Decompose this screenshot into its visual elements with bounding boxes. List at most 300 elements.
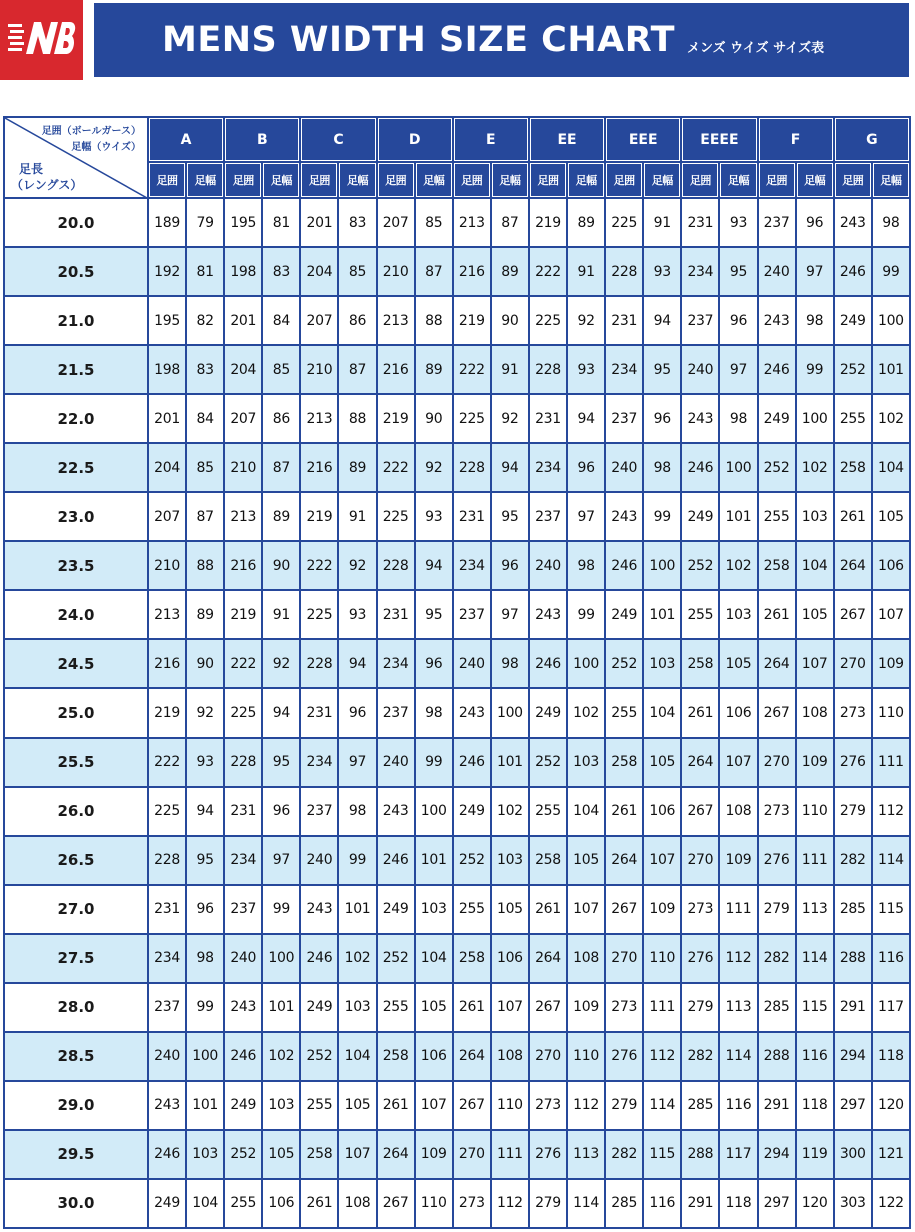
width-value-cell: 103: [644, 640, 680, 687]
width-value-cell: 111: [492, 1131, 528, 1178]
width-value-cell: 104: [644, 689, 680, 736]
width-value-cell: 91: [644, 199, 680, 246]
girth-value-cell: 255: [378, 984, 414, 1031]
width-value-cell: 99: [644, 493, 680, 540]
width-value-cell: 97: [797, 248, 833, 295]
width-value-cell: 110: [568, 1033, 604, 1080]
width-value-cell: 98: [187, 935, 223, 982]
width-value-cell: 86: [339, 297, 375, 344]
girth-value-cell: 192: [149, 248, 185, 295]
width-value-cell: 105: [492, 886, 528, 933]
width-value-cell: 99: [568, 591, 604, 638]
width-value-cell: 110: [416, 1180, 452, 1227]
girth-value-cell: 246: [759, 346, 795, 393]
girth-value-cell: 243: [225, 984, 261, 1031]
girth-value-cell: 240: [606, 444, 642, 491]
girth-value-cell: 246: [530, 640, 566, 687]
girth-value-cell: 207: [378, 199, 414, 246]
girth-value-cell: 234: [301, 739, 337, 786]
width-value-cell: 100: [568, 640, 604, 687]
girth-value-cell: 234: [606, 346, 642, 393]
width-value-cell: 97: [263, 837, 299, 884]
girth-value-cell: 237: [454, 591, 490, 638]
girth-value-cell: 252: [454, 837, 490, 884]
girth-value-cell: 249: [682, 493, 718, 540]
width-value-cell: 104: [873, 444, 909, 491]
girth-value-cell: 288: [682, 1131, 718, 1178]
table-row: [5, 444, 909, 491]
table-row: [5, 493, 909, 540]
girth-value-cell: 258: [530, 837, 566, 884]
width-value-cell: 107: [797, 640, 833, 687]
girth-value-cell: 285: [682, 1082, 718, 1129]
width-value-cell: 97: [339, 739, 375, 786]
girth-value-cell: 249: [759, 395, 795, 442]
width-value-cell: 109: [568, 984, 604, 1031]
width-value-cell: 106: [873, 542, 909, 589]
girth-value-cell: 237: [225, 886, 261, 933]
girth-value-cell: 261: [835, 493, 871, 540]
table-corner-header: [5, 118, 147, 197]
girth-value-cell: 255: [835, 395, 871, 442]
girth-value-cell: 267: [759, 689, 795, 736]
girth-value-cell: 252: [530, 739, 566, 786]
girth-value-cell: 249: [149, 1180, 185, 1227]
width-value-cell: 104: [568, 788, 604, 835]
girth-value-cell: 237: [759, 199, 795, 246]
girth-value-cell: 297: [835, 1082, 871, 1129]
width-value-cell: 93: [416, 493, 452, 540]
girth-value-cell: 276: [835, 739, 871, 786]
girth-value-cell: 213: [378, 297, 414, 344]
girth-value-cell: 255: [225, 1180, 261, 1227]
width-value-cell: 106: [263, 1180, 299, 1227]
girth-value-cell: 246: [301, 935, 337, 982]
width-value-cell: 102: [873, 395, 909, 442]
width-value-cell: 102: [263, 1033, 299, 1080]
width-value-cell: 112: [873, 788, 909, 835]
width-value-cell: 112: [720, 935, 756, 982]
width-value-cell: 95: [416, 591, 452, 638]
width-value-cell: 106: [416, 1033, 452, 1080]
width-value-cell: 115: [873, 886, 909, 933]
table-row: [5, 542, 909, 589]
header: [0, 0, 915, 80]
girth-value-cell: 213: [301, 395, 337, 442]
width-value-cell: 94: [644, 297, 680, 344]
girth-value-cell: 216: [301, 444, 337, 491]
width-value-cell: 87: [339, 346, 375, 393]
girth-value-cell: 225: [530, 297, 566, 344]
width-value-cell: 104: [187, 1180, 223, 1227]
width-value-cell: 100: [187, 1033, 223, 1080]
girth-value-cell: 228: [606, 248, 642, 295]
width-value-cell: 92: [187, 689, 223, 736]
girth-value-cell: 243: [378, 788, 414, 835]
girth-value-cell: 204: [301, 248, 337, 295]
girth-value-cell: 273: [759, 788, 795, 835]
girth-value-cell: 216: [454, 248, 490, 295]
girth-value-cell: 234: [378, 640, 414, 687]
girth-value-cell: 267: [530, 984, 566, 1031]
width-value-cell: 100: [492, 689, 528, 736]
width-value-cell: 90: [263, 542, 299, 589]
width-value-cell: 110: [492, 1082, 528, 1129]
foot-length-cell: 26.0: [5, 788, 147, 835]
girth-value-cell: 270: [606, 935, 642, 982]
girth-value-cell: 207: [149, 493, 185, 540]
width-value-cell: 99: [797, 346, 833, 393]
foot-length-cell: 21.5: [5, 346, 147, 393]
width-value-cell: 105: [644, 739, 680, 786]
foot-length-cell: 23.5: [5, 542, 147, 589]
girth-value-cell: 258: [301, 1131, 337, 1178]
girth-value-cell: 255: [530, 788, 566, 835]
width-value-cell: 99: [416, 739, 452, 786]
foot-length-cell: 30.0: [5, 1180, 147, 1227]
girth-value-cell: 222: [530, 248, 566, 295]
width-value-cell: 97: [492, 591, 528, 638]
girth-value-cell: 222: [454, 346, 490, 393]
girth-value-cell: 249: [225, 1082, 261, 1129]
brand-logo: [0, 0, 83, 80]
girth-subheader: 足囲: [759, 163, 795, 197]
width-value-cell: 95: [263, 739, 299, 786]
width-value-cell: 103: [568, 739, 604, 786]
girth-value-cell: 264: [606, 837, 642, 884]
width-value-cell: 98: [873, 199, 909, 246]
width-value-cell: 81: [263, 199, 299, 246]
girth-value-cell: 279: [530, 1180, 566, 1227]
width-value-cell: 112: [568, 1082, 604, 1129]
girth-value-cell: 234: [530, 444, 566, 491]
girth-value-cell: 225: [149, 788, 185, 835]
table-row: [5, 248, 909, 295]
girth-value-cell: 249: [378, 886, 414, 933]
width-value-cell: 88: [187, 542, 223, 589]
girth-value-cell: 225: [301, 591, 337, 638]
width-value-cell: 103: [492, 837, 528, 884]
girth-value-cell: 270: [530, 1033, 566, 1080]
table-row: [5, 689, 909, 736]
table-row: [5, 591, 909, 638]
width-value-cell: 99: [873, 248, 909, 295]
girth-value-cell: 231: [378, 591, 414, 638]
girth-value-cell: 255: [301, 1082, 337, 1129]
width-value-cell: 102: [339, 935, 375, 982]
girth-value-cell: 261: [454, 984, 490, 1031]
foot-length-cell: 25.5: [5, 739, 147, 786]
width-value-cell: 101: [339, 886, 375, 933]
width-value-cell: 96: [416, 640, 452, 687]
width-value-cell: 92: [568, 297, 604, 344]
width-value-cell: 107: [644, 837, 680, 884]
girth-value-cell: 240: [682, 346, 718, 393]
girth-value-cell: 240: [225, 935, 261, 982]
width-value-cell: 87: [187, 493, 223, 540]
width-value-cell: 83: [263, 248, 299, 295]
girth-value-cell: 231: [454, 493, 490, 540]
table-row: [5, 837, 909, 884]
girth-value-cell: 228: [225, 739, 261, 786]
girth-value-cell: 264: [530, 935, 566, 982]
width-value-cell: 115: [644, 1131, 680, 1178]
nb-logo-icon: [8, 18, 76, 62]
width-value-cell: 100: [416, 788, 452, 835]
girth-value-cell: 243: [454, 689, 490, 736]
width-value-cell: 104: [797, 542, 833, 589]
width-value-cell: 109: [720, 837, 756, 884]
girth-value-cell: 219: [225, 591, 261, 638]
girth-value-cell: 231: [225, 788, 261, 835]
girth-value-cell: 246: [454, 739, 490, 786]
girth-value-cell: 210: [225, 444, 261, 491]
size-table: [3, 116, 911, 1229]
width-value-cell: 120: [873, 1082, 909, 1129]
girth-value-cell: 282: [759, 935, 795, 982]
girth-value-cell: 246: [149, 1131, 185, 1178]
foot-length-cell: 22.5: [5, 444, 147, 491]
girth-value-cell: 216: [149, 640, 185, 687]
width-value-cell: 103: [187, 1131, 223, 1178]
girth-value-cell: 216: [378, 346, 414, 393]
width-header: C: [301, 118, 375, 161]
girth-value-cell: 291: [835, 984, 871, 1031]
table-row: [5, 1033, 909, 1080]
girth-value-cell: 249: [835, 297, 871, 344]
width-header: B: [225, 118, 299, 161]
width-value-cell: 107: [492, 984, 528, 1031]
girth-value-cell: 207: [301, 297, 337, 344]
table-row: [5, 297, 909, 344]
width-value-cell: 87: [492, 199, 528, 246]
girth-value-cell: 258: [682, 640, 718, 687]
width-value-cell: 109: [797, 739, 833, 786]
width-subheader: 足幅: [187, 163, 223, 197]
girth-value-cell: 273: [835, 689, 871, 736]
width-value-cell: 96: [339, 689, 375, 736]
width-value-cell: 91: [568, 248, 604, 295]
width-value-cell: 114: [568, 1180, 604, 1227]
width-subheader: 足幅: [568, 163, 604, 197]
girth-value-cell: 255: [454, 886, 490, 933]
foot-length-cell: 24.5: [5, 640, 147, 687]
girth-value-cell: 198: [225, 248, 261, 295]
width-value-cell: 85: [339, 248, 375, 295]
girth-value-cell: 237: [682, 297, 718, 344]
girth-value-cell: 225: [225, 689, 261, 736]
width-value-cell: 98: [416, 689, 452, 736]
girth-value-cell: 243: [606, 493, 642, 540]
girth-value-cell: 216: [225, 542, 261, 589]
width-header: EE: [530, 118, 604, 161]
girth-value-cell: 258: [378, 1033, 414, 1080]
girth-value-cell: 222: [378, 444, 414, 491]
width-value-cell: 110: [797, 788, 833, 835]
width-value-cell: 106: [492, 935, 528, 982]
girth-value-cell: 288: [835, 935, 871, 982]
girth-value-cell: 270: [759, 739, 795, 786]
width-value-cell: 91: [263, 591, 299, 638]
width-value-cell: 93: [720, 199, 756, 246]
width-value-cell: 93: [187, 739, 223, 786]
girth-value-cell: 261: [682, 689, 718, 736]
girth-value-cell: 201: [225, 297, 261, 344]
width-value-cell: 101: [492, 739, 528, 786]
foot-length-cell: 29.0: [5, 1082, 147, 1129]
width-value-cell: 111: [720, 886, 756, 933]
width-value-cell: 102: [568, 689, 604, 736]
width-value-cell: 90: [492, 297, 528, 344]
table-row: [5, 739, 909, 786]
girth-value-cell: 231: [530, 395, 566, 442]
width-value-cell: 88: [416, 297, 452, 344]
width-value-cell: 98: [644, 444, 680, 491]
girth-value-cell: 222: [149, 739, 185, 786]
girth-value-cell: 282: [606, 1131, 642, 1178]
width-subheader: 足幅: [644, 163, 680, 197]
width-header: EEE: [606, 118, 680, 161]
width-value-cell: 83: [187, 346, 223, 393]
girth-value-cell: 204: [149, 444, 185, 491]
girth-value-cell: 243: [149, 1082, 185, 1129]
foot-length-cell: 20.5: [5, 248, 147, 295]
girth-value-cell: 240: [530, 542, 566, 589]
width-value-cell: 92: [263, 640, 299, 687]
width-value-cell: 89: [263, 493, 299, 540]
foot-length-cell: 27.0: [5, 886, 147, 933]
corner-label-width: 足幅（ウイズ）: [71, 142, 141, 153]
width-value-cell: 116: [873, 935, 909, 982]
table-row: [5, 346, 909, 393]
width-value-cell: 79: [187, 199, 223, 246]
table-row: [5, 1082, 909, 1129]
width-value-cell: 100: [644, 542, 680, 589]
width-value-cell: 90: [187, 640, 223, 687]
table-row: [5, 1131, 909, 1178]
width-value-cell: 99: [263, 886, 299, 933]
girth-value-cell: 261: [378, 1082, 414, 1129]
girth-value-cell: 201: [149, 395, 185, 442]
girth-value-cell: 246: [606, 542, 642, 589]
girth-value-cell: 234: [225, 837, 261, 884]
width-value-cell: 118: [797, 1082, 833, 1129]
girth-value-cell: 219: [301, 493, 337, 540]
girth-value-cell: 204: [225, 346, 261, 393]
width-value-cell: 105: [263, 1131, 299, 1178]
width-value-cell: 109: [644, 886, 680, 933]
width-value-cell: 108: [339, 1180, 375, 1227]
girth-value-cell: 252: [835, 346, 871, 393]
table-row: [5, 1180, 909, 1227]
girth-value-cell: 264: [682, 739, 718, 786]
width-value-cell: 104: [339, 1033, 375, 1080]
width-value-cell: 107: [568, 886, 604, 933]
width-value-cell: 107: [720, 739, 756, 786]
girth-value-cell: 243: [759, 297, 795, 344]
girth-value-cell: 276: [759, 837, 795, 884]
width-value-cell: 104: [416, 935, 452, 982]
girth-subheader: 足囲: [454, 163, 490, 197]
width-value-cell: 105: [873, 493, 909, 540]
width-header: G: [835, 118, 909, 161]
width-value-cell: 96: [644, 395, 680, 442]
width-value-cell: 120: [797, 1180, 833, 1227]
width-value-cell: 117: [720, 1131, 756, 1178]
width-subheader: 足幅: [263, 163, 299, 197]
width-subheader: 足幅: [720, 163, 756, 197]
girth-value-cell: 249: [454, 788, 490, 835]
width-subheader: 足幅: [416, 163, 452, 197]
width-value-cell: 121: [873, 1131, 909, 1178]
girth-value-cell: 264: [454, 1033, 490, 1080]
width-value-cell: 94: [263, 689, 299, 736]
girth-value-cell: 264: [835, 542, 871, 589]
girth-value-cell: 270: [682, 837, 718, 884]
width-value-cell: 101: [873, 346, 909, 393]
girth-value-cell: 267: [454, 1082, 490, 1129]
width-value-cell: 105: [720, 640, 756, 687]
width-value-cell: 98: [720, 395, 756, 442]
girth-value-cell: 240: [759, 248, 795, 295]
width-value-cell: 113: [720, 984, 756, 1031]
width-value-cell: 105: [339, 1082, 375, 1129]
width-value-cell: 101: [644, 591, 680, 638]
width-value-cell: 106: [644, 788, 680, 835]
width-value-cell: 97: [720, 346, 756, 393]
width-header: F: [759, 118, 833, 161]
girth-value-cell: 237: [301, 788, 337, 835]
width-value-cell: 108: [797, 689, 833, 736]
width-value-cell: 93: [339, 591, 375, 638]
width-value-cell: 97: [568, 493, 604, 540]
width-value-cell: 98: [568, 542, 604, 589]
girth-value-cell: 255: [606, 689, 642, 736]
width-value-cell: 94: [339, 640, 375, 687]
width-value-cell: 84: [263, 297, 299, 344]
girth-value-cell: 285: [835, 886, 871, 933]
girth-value-cell: 258: [606, 739, 642, 786]
girth-value-cell: 231: [149, 886, 185, 933]
width-header: D: [378, 118, 452, 161]
width-value-cell: 114: [797, 935, 833, 982]
girth-value-cell: 210: [149, 542, 185, 589]
girth-value-cell: 279: [682, 984, 718, 1031]
girth-value-cell: 264: [378, 1131, 414, 1178]
girth-value-cell: 222: [225, 640, 261, 687]
width-value-cell: 113: [568, 1131, 604, 1178]
width-value-cell: 81: [187, 248, 223, 295]
width-value-cell: 93: [644, 248, 680, 295]
width-subheader: 足幅: [339, 163, 375, 197]
table-row: [5, 886, 909, 933]
title-banner: [94, 3, 909, 77]
width-value-cell: 116: [720, 1082, 756, 1129]
width-value-cell: 92: [492, 395, 528, 442]
girth-value-cell: 228: [454, 444, 490, 491]
width-value-cell: 103: [263, 1082, 299, 1129]
width-value-cell: 95: [187, 837, 223, 884]
girth-value-cell: 261: [530, 886, 566, 933]
girth-value-cell: 267: [606, 886, 642, 933]
girth-value-cell: 243: [301, 886, 337, 933]
width-header: A: [149, 118, 223, 161]
page-subtitle: メンズ ウイズ サイズ表: [686, 40, 825, 56]
width-value-cell: 102: [492, 788, 528, 835]
girth-value-cell: 246: [225, 1033, 261, 1080]
girth-value-cell: 225: [606, 199, 642, 246]
girth-value-cell: 240: [378, 739, 414, 786]
